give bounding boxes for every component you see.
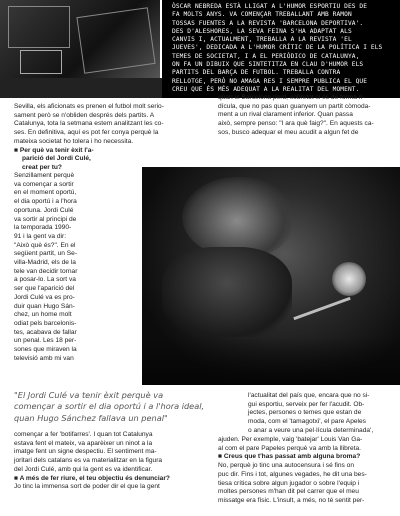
text-line: imatge fent un signe despectiu. El sentiment ma- — [14, 448, 157, 456]
quote-line: "El Jordi Culé va tenir èxit perquè va — [14, 390, 164, 400]
portrait-body — [162, 247, 292, 337]
text-line: sones que miraven la — [14, 346, 77, 354]
pen-highlight — [293, 297, 350, 320]
intro-band — [162, 0, 400, 98]
intro-line: CREU QUE ÉS MÉS ADEQUAT A LA REALITAT DEL MOMENT. — [172, 85, 360, 93]
intro-line: TOSSAS FUENTES A LA REVISTA 'BARCELONA DEPORTIVA'. — [172, 19, 364, 27]
article-right-bottom — [248, 392, 398, 436]
text-line: moltes persones m'han dit pel carrer que el meu — [218, 488, 359, 496]
text-line: al com el pare Papeles perquè va amb la llibreta. — [218, 444, 361, 452]
intro-line: DES D'ALESHORES, LA SEVA FEINA S'HA ADAPTAT ALS — [172, 27, 352, 35]
portrait-head — [182, 177, 292, 257]
text-line: Senzillament perquè — [14, 172, 75, 179]
text-line: l'actualitat del país que, encara que no si- — [248, 392, 370, 399]
text-line: va començar a sortir — [14, 180, 74, 188]
text-line: Sevilla, els aficionats es prenen el futbol molt serio- — [14, 103, 164, 110]
text-line: tele van decidir tornar — [14, 267, 78, 275]
text-line: la temporada 1990- — [14, 224, 72, 232]
sketch-frame — [8, 6, 70, 48]
text-line: ses. En definitiva, aquí es pot fer conya perquè la — [14, 129, 159, 137]
text-line: tes, acabava de fallar — [14, 328, 77, 336]
text-line: a posar-lo. La sort va — [14, 276, 76, 284]
text-line: del Jordi Culé, amb qui la gent es va identificar. — [14, 465, 153, 473]
text-line: televisió amb mi van — [14, 354, 74, 362]
intro-line: FA MOLTS ANYS. VA COMENÇAR TREBALLANT AMB RAMON — [172, 11, 352, 19]
text-line: o anar a veure una pel·lícula determinada', — [248, 426, 374, 434]
desk-shadow — [142, 337, 400, 385]
sketch-frame — [76, 7, 155, 73]
text-line: duir quan Hugo Sán- — [14, 302, 75, 310]
text-line: puc dir. Fins i tot, algunes vegades, he dit una bes- — [218, 470, 367, 478]
text-line: això, sempre penso: "I ara què faig?". En aquests ca- — [218, 120, 374, 128]
text-line: mateixa societat ho tolera i ho necessita. — [14, 137, 134, 145]
text-line: moda, com el 'tamagotxi', el pare Apeles — [248, 418, 366, 426]
text-line: jectes, persones o temes que estan de — [248, 409, 362, 417]
text-line: estava fent el mateix, va aparèixer un ninot a la — [14, 439, 153, 447]
text-line: el dia oportú i a l'hora — [14, 198, 77, 206]
intro-line: ÒSCAR NEBREDA ESTÀ LLIGAT A L'HUMOR ESPORTIU DES DE — [172, 3, 368, 10]
text-line: quan el Barcelona perd, sobretot si és de forma ri- — [218, 94, 365, 101]
text-line: en el moment oportú, — [14, 189, 77, 197]
article-right-bottom-wide — [218, 436, 398, 506]
text-line: va sortir al principi de — [14, 215, 77, 223]
text-line: tiesa crítica sobre algun jugador o sobre l'equip i — [218, 479, 360, 487]
intro-line: ON FA UN DIBUIX QUE SINTETITZA EN CLAU D'HUMOR ELS — [172, 61, 364, 69]
pull-quote — [14, 390, 242, 424]
intro-line: RELLOTGE, PERÒ NO AMAGA RES I SEMPRE PUBLICA EL QUE — [172, 77, 368, 85]
interview-question: ■ A més de fer riure, el teu objectiu és denunciar? — [14, 475, 214, 484]
text-line: villa-Madrid, els de la — [14, 259, 76, 267]
interview-question: ■ Creus que t'has passat amb alguna broma? — [218, 453, 398, 462]
text-line: gui esportiu, serveix per fer l'acudit. Ob- — [248, 400, 365, 408]
sketch-frame — [20, 50, 62, 74]
text-line: següent partit, un Se- — [14, 250, 78, 258]
interview-question: ■ Per què va tenir èxit l'a- — [14, 147, 214, 156]
text-line: sament però se n'obliden després dels partits. A — [14, 111, 155, 119]
intro-line: JUEVES', DEDICADA A L'HUMOR CRÍTIC DE LA POLÍTICA I ELS — [172, 44, 383, 52]
intro-line: PARTITS DEL BARÇA DE FUTBOL. TREBALLA CONTRA — [172, 69, 341, 77]
text-line: ment a un rival clarament inferior. Quan passa — [218, 111, 353, 119]
header-photo — [0, 0, 160, 78]
text-line: Jordi Culé va es pro- — [14, 293, 75, 301]
quote-line: començar a sortir el dia oportú i a l'hora ideal, — [14, 401, 205, 412]
text-line: missatge era físic. L'insult, a més, no té sentit per- — [218, 496, 365, 504]
article-right-top — [218, 94, 398, 138]
text-line: No, perquè jo tinc una autocensura i sé fins on — [218, 462, 354, 470]
text-line: chez, un home molt — [14, 311, 72, 319]
text-line: 91 i la gent va dir: — [14, 232, 67, 240]
text-line: dícula, que no pas quan guanyem un partit còmoda- — [218, 102, 371, 110]
text-line: un penal. Les 18 per- — [14, 337, 77, 345]
intro-line: CANVIS I, ACTUALMENT, TREBALLA A LA REVISTA 'EL — [172, 36, 352, 44]
lamp-light — [332, 262, 366, 296]
text-line: ajuden. Per exemple, vaig 'batejar' Louis Van Ga- — [218, 436, 363, 443]
cartoonist-photo — [142, 167, 400, 385]
text-line: sos, busco adequar el meu acudit a algun fet de — [218, 128, 359, 136]
interview-question: parició del Jordi Culé, — [22, 155, 91, 163]
header-photo-strip — [0, 78, 162, 98]
text-line: Jo tinc la immensa sort de poder dir el que la gent — [14, 483, 160, 491]
text-line: "Això què és?". En el — [14, 241, 76, 249]
intro-line: TEMES DE SOCIETAT, I A EL PERIÓDICO DE CATALUNYA, — [172, 52, 360, 60]
text-line: oportuna. Jordi Culé — [14, 206, 74, 214]
text-line: començar a fer 'botifarres'. I quan tot Catalunya — [14, 431, 153, 438]
interview-question: creat per tu? — [22, 163, 62, 171]
text-line: odiat pels barcelonis- — [14, 319, 77, 327]
text-line: joritari dels catalans es va materialitzar en la figura — [14, 457, 163, 465]
quote-line: quan Hugo Sánchez fallava un penal" — [14, 412, 168, 423]
article-left-narrow — [14, 172, 140, 363]
text-line: ser que l'aparició del — [14, 285, 75, 293]
article-left-top — [14, 103, 214, 173]
article-left-bottom — [14, 431, 214, 492]
text-line: Catalunya, tota la setmana estem analitzant les co- — [14, 120, 164, 128]
